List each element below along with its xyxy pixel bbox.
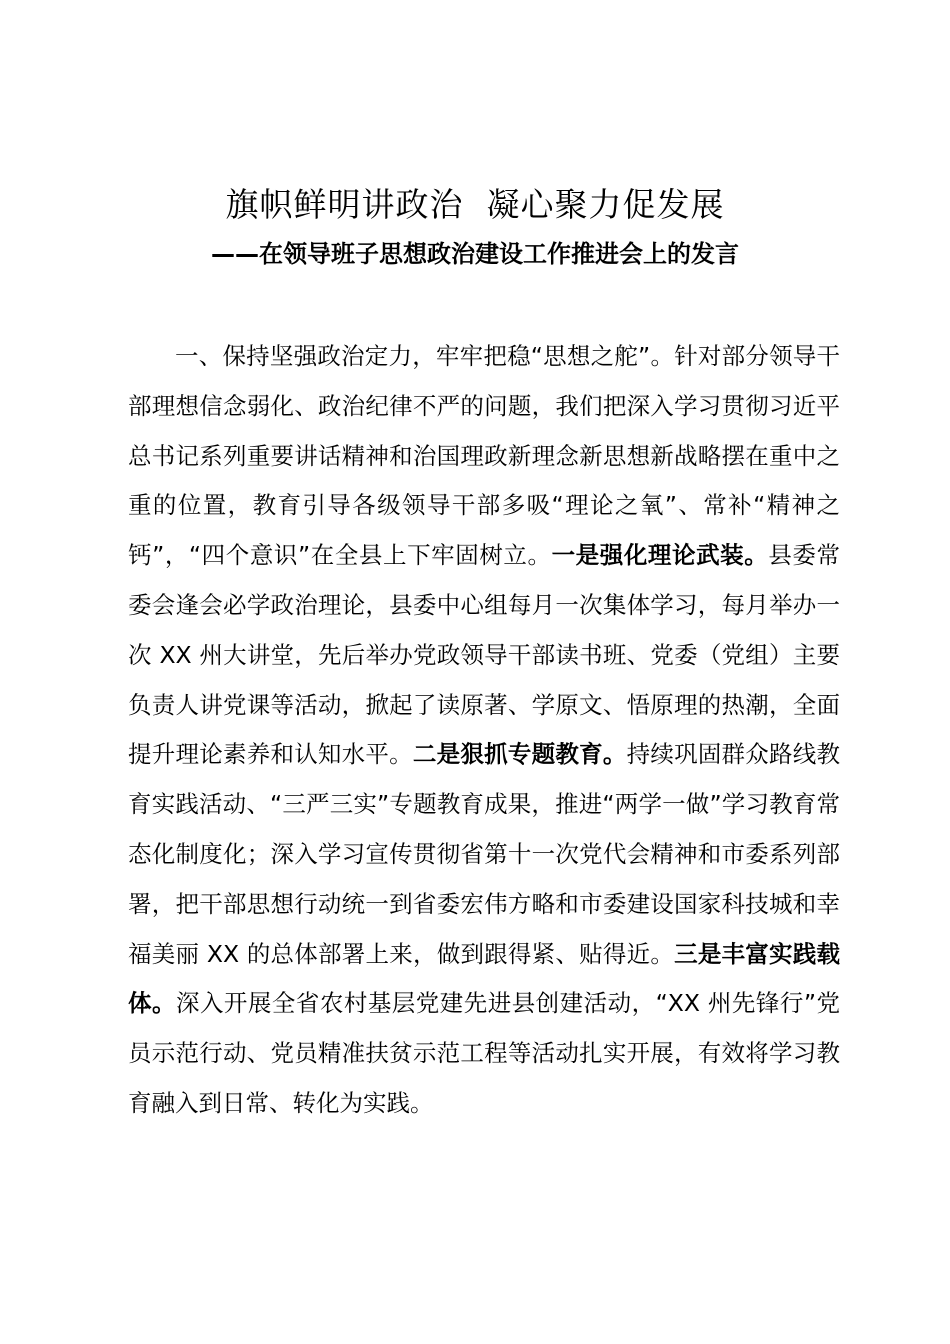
section-intro: 针对部分领导干部理想信念弱化、政治纪律不严的问题，我们把深入学习贯彻习近平总书记系列重要讲话精神和治国理政新理念新思想新战略摆在重中之重的位置，教育引导各级领导干部多吸“理论之氧”、常补“精神之钙”，“四个意识”在全县上下牢固树立。	[128, 342, 841, 570]
point-two-label: 二是狠抓专题教育。	[412, 740, 627, 769]
document-subtitle: ——在领导班子思想政治建设工作推进会上的发言	[211, 240, 739, 268]
document-body	[128, 332, 840, 1129]
point-one-text: 县委常委会逢会必学政治理论，县委中心组每月一次集体学习，每月举办一次 XX 州大讲堂，先后举办党政领导干部读书班、党委（党组）主要负责人讲党课等活动，掀起了读原著、学原文、悟原理的热潮，全面提升理论素养和认知水平。	[128, 541, 841, 769]
point-two-text: 持续巩固群众路线教育实践活动、“三严三实”专题教育成果，推进“两学一做”学习教育常态化制度化；深入学习宣传贯彻省第十一次党代会精神和市委系列部署，把干部思想行动统一到省委宏伟方略和市委建设国家科技城和幸福美丽 XX 的总体部署上来，做到跟得紧、贴得近。	[128, 740, 841, 968]
section-heading: 一、保持坚强政治定力，牢牢把稳“思想之舵”。	[175, 342, 675, 370]
document-title: 旗帜鲜明讲政治 凝心聚力促发展	[225, 185, 725, 224]
point-three-label: 三是丰富实践载体。	[128, 939, 840, 1018]
section-paragraph	[128, 332, 840, 1129]
point-one-label: 一是强化理论武装。	[551, 541, 769, 570]
point-three-text: 深入开展全省农村基层党建先进县创建活动，“XX 州先锋行”党员示范行动、党员精准扶贫示范工程等活动扎实开展，有效将学习教育融入到日常、转化为实践。	[128, 989, 840, 1117]
